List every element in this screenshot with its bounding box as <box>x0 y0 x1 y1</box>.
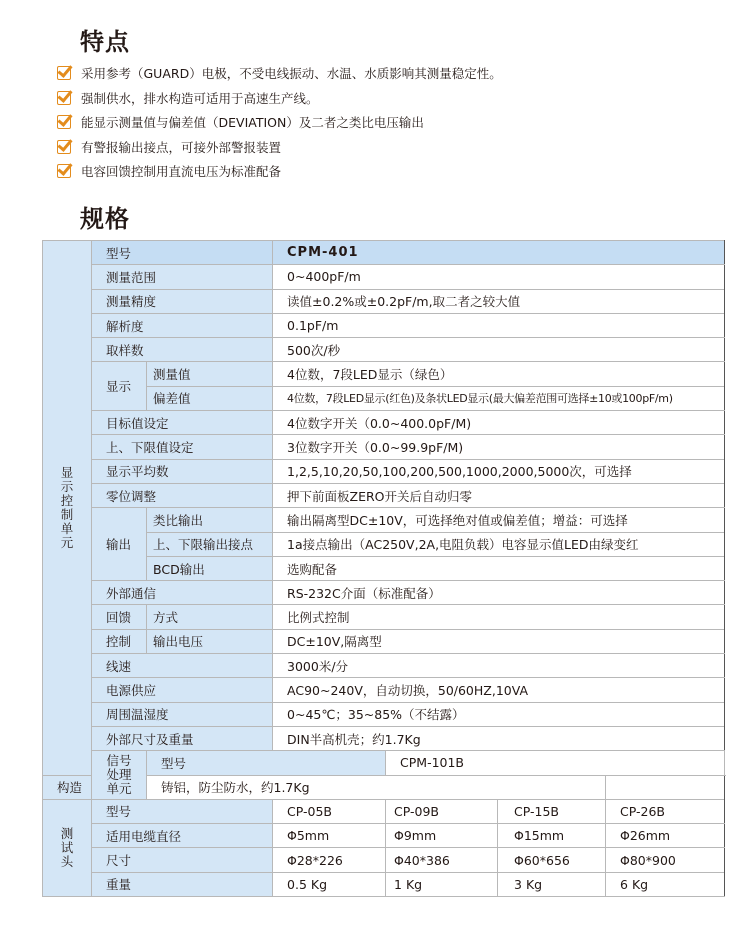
feature-item <box>57 110 502 135</box>
sig-model-value: CPM-101B <box>386 751 725 775</box>
table-row <box>43 775 725 799</box>
feature-list <box>57 61 502 184</box>
target-value: 4位数字开关（0.0~400.0pF/M) <box>273 411 725 435</box>
group-signal-processing: 信号处理单元 <box>92 751 147 800</box>
display-dev-value: 4位数，7段LED显示(红色)及条状LED显示(最大偏差范围可选择±10或100pF/m) <box>273 386 725 410</box>
range-value: 0~400pF/m <box>273 265 725 289</box>
comm-value: RS-232C介面（标准配备） <box>273 581 725 605</box>
sig-model-label: 型号 <box>147 751 386 775</box>
feature-item <box>57 159 502 184</box>
table-row <box>43 508 725 532</box>
target-label: 目标值设定 <box>92 411 273 435</box>
display-dev-label: 偏差值 <box>147 386 273 410</box>
env-label: 周围温湿度 <box>92 702 273 726</box>
head-size-cell: Φ28*226 <box>273 848 386 872</box>
table-row <box>43 654 725 678</box>
checkbox-icon <box>57 91 71 105</box>
group-display-control: 显示控制单元 <box>43 241 92 776</box>
table-row <box>43 289 725 313</box>
accuracy-label: 测量精度 <box>92 289 273 313</box>
table-row <box>43 848 725 872</box>
feature-text: 采用参考（GUARD）电极，不受电线振动、水温、水质影响其测量稳定性。 <box>81 66 502 82</box>
feature-text: 强制供水，排水构造可适用于高速生产线。 <box>81 90 319 106</box>
head-cable-cell: Φ15mm <box>498 824 606 848</box>
speed-label: 线速 <box>92 654 273 678</box>
output-label: 输出 <box>92 508 147 581</box>
bcd-value: 选购配备 <box>273 556 725 580</box>
table-row <box>43 313 725 337</box>
table-row <box>43 799 725 823</box>
head-size-cell: Φ40*386 <box>386 848 498 872</box>
comm-label: 外部通信 <box>92 581 273 605</box>
head-size-cell: Φ80*900 <box>606 848 725 872</box>
voltage-label: 输出电压 <box>147 629 273 653</box>
head-model-cell: CP-09B <box>386 799 498 823</box>
feature-item <box>57 61 502 86</box>
table-row <box>43 411 725 435</box>
accuracy-value: 读值±0.2%或±0.2pF/m,取二者之较大值 <box>273 289 725 313</box>
head-weight-cell: 1 Kg <box>386 872 498 896</box>
size-label: 外部尺寸及重量 <box>92 726 273 750</box>
checkbox-icon <box>57 164 71 178</box>
specs-title: 规格 <box>80 205 130 233</box>
display-measure-value: 4位数，7段LED显示（绿色） <box>273 362 725 386</box>
sampling-value: 500次/秒 <box>273 338 725 362</box>
contact-label: 上、下限输出接点 <box>147 532 273 556</box>
contact-value: 1a接点输出（AC250V,2A,电阻负载）电容显示值LED由绿变红 <box>273 532 725 556</box>
table-row <box>43 483 725 507</box>
head-cable-cell: Φ5mm <box>273 824 386 848</box>
spec-table <box>42 240 725 897</box>
display-label: 显示 <box>92 362 147 411</box>
env-value: 0~45℃；35~85%（不结露） <box>273 702 725 726</box>
table-row <box>43 824 725 848</box>
control-label: 控制 <box>92 629 147 653</box>
resolution-label: 解析度 <box>92 313 273 337</box>
size-value: DIN半高机壳；约1.7Kg <box>273 726 725 750</box>
feature-item <box>57 135 502 160</box>
method-label: 方式 <box>147 605 273 629</box>
model-label: 型号 <box>92 241 273 265</box>
table-row <box>43 629 725 653</box>
head-weight-label: 重量 <box>92 872 273 896</box>
head-size-cell: Φ60*656 <box>498 848 606 872</box>
power-value: AC90~240V，自动切换，50/60HZ,10VA <box>273 678 725 702</box>
limit-value: 3位数字开关（0.0~99.9pF/M) <box>273 435 725 459</box>
table-row <box>43 338 725 362</box>
table-row <box>43 605 725 629</box>
table-row <box>43 751 725 775</box>
analog-value: 输出隔离型DC±10V，可选择绝对值或偏差值；增益：可选择 <box>273 508 725 532</box>
average-label: 显示平均数 <box>92 459 273 483</box>
table-row <box>43 726 725 750</box>
speed-value: 3000米/分 <box>273 654 725 678</box>
average-value: 1,2,5,10,20,50,100,200,500,1000,2000,5000次，可选择 <box>273 459 725 483</box>
display-measure-label: 测量值 <box>147 362 273 386</box>
group-test-head: 测试头 <box>43 799 92 896</box>
head-cable-cell: Φ26mm <box>606 824 725 848</box>
limit-label: 上、下限值设定 <box>92 435 273 459</box>
sig-struct-value: 铸铝，防尘防水，约1.7Kg <box>147 775 606 799</box>
features-title: 特点 <box>80 28 130 56</box>
table-row <box>43 702 725 726</box>
table-row <box>43 581 725 605</box>
table-row <box>43 459 725 483</box>
head-weight-cell: 3 Kg <box>498 872 606 896</box>
table-row <box>43 265 725 289</box>
resolution-value: 0.1pF/m <box>273 313 725 337</box>
checkbox-icon <box>57 66 71 80</box>
zero-label: 零位调整 <box>92 483 273 507</box>
voltage-value: DC±10V,隔离型 <box>273 629 725 653</box>
feature-text: 有警报输出接点，可接外部警报装置 <box>81 139 282 155</box>
feature-text: 能显示测量值与偏差值（DEVIATION）及二者之类比电压输出 <box>81 115 424 131</box>
bcd-label: BCD输出 <box>147 556 273 580</box>
sig-struct-label: 构造 <box>43 775 147 799</box>
head-model-label: 型号 <box>92 799 273 823</box>
checkbox-icon <box>57 115 71 129</box>
table-row <box>43 678 725 702</box>
table-row <box>43 872 725 896</box>
head-weight-cell: 0.5 Kg <box>273 872 386 896</box>
feature-text: 电容回馈控制用直流电压为标准配备 <box>81 164 282 180</box>
range-label: 测量范围 <box>92 265 273 289</box>
feature-item <box>57 86 502 111</box>
method-value: 比例式控制 <box>273 605 725 629</box>
head-size-label: 尺寸 <box>92 848 273 872</box>
power-label: 电源供应 <box>92 678 273 702</box>
table-row <box>43 362 725 386</box>
table-row <box>43 241 725 265</box>
head-cable-label: 适用电缆直径 <box>92 824 273 848</box>
head-model-cell: CP-26B <box>606 799 725 823</box>
head-weight-cell: 6 Kg <box>606 872 725 896</box>
head-model-cell: CP-15B <box>498 799 606 823</box>
analog-label: 类比输出 <box>147 508 273 532</box>
head-cable-cell: Φ9mm <box>386 824 498 848</box>
table-row <box>43 435 725 459</box>
sampling-label: 取样数 <box>92 338 273 362</box>
zero-value: 押下前面板ZERO开关后自动归零 <box>273 483 725 507</box>
checkbox-icon <box>57 140 71 154</box>
head-model-cell: CP-05B <box>273 799 386 823</box>
model-value: CPM-401 <box>273 241 725 265</box>
feedback-label: 回馈 <box>92 605 147 629</box>
